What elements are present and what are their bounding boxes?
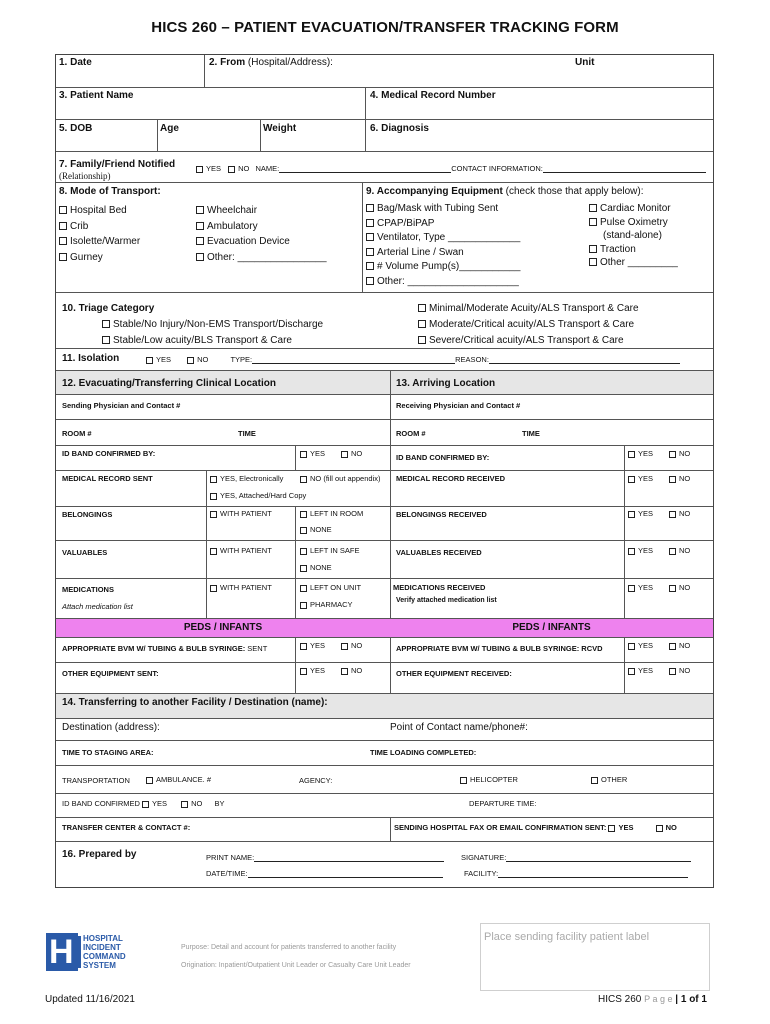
isolation-options[interactable]: YES NO TYPE: REASON:: [146, 355, 680, 364]
fax-confirmation[interactable]: SENDING HOSPITAL FAX OR EMAIL CONFIRMATION SENT: YES NO: [394, 823, 677, 832]
medications-with-patient[interactable]: WITH PATIENT: [210, 583, 272, 592]
equipment-option[interactable]: Pulse Oximetry: [589, 216, 678, 230]
patient-label-box[interactable]: Place sending facility patient label: [480, 923, 710, 991]
mr-received-yes-no[interactable]: YES NO: [628, 474, 690, 483]
departure-time: DEPARTURE TIME:: [469, 799, 537, 808]
signature-field[interactable]: SIGNATURE:: [461, 853, 691, 862]
diagnosis-label: 6. Diagnosis: [370, 123, 429, 134]
valuables-with-patient[interactable]: WITH PATIENT: [210, 546, 272, 555]
patient-name-label: 3. Patient Name: [59, 90, 134, 101]
transport-option[interactable]: Crib: [59, 219, 140, 235]
transport-option[interactable]: Hospital Bed: [59, 203, 140, 219]
id-band-confirmed-14[interactable]: ID BAND CONFIRMED YES NO BY: [62, 799, 225, 808]
belongings-received: BELONGINGS RECEIVED: [396, 510, 487, 519]
time-label-13: TIME: [522, 429, 540, 438]
bvm-sent-yes-no[interactable]: YES NO: [300, 641, 362, 650]
equipment-option[interactable]: Other _________: [589, 256, 678, 270]
equipment-option[interactable]: Bag/Mask with Tubing Sent: [366, 202, 520, 217]
medications-received: MEDICATIONS RECEIVED: [393, 583, 486, 592]
equipment-col2[interactable]: Cardiac Monitor Pulse Oximetry (stand-alone) Traction Other _________: [589, 202, 678, 270]
id-band-13-yes-no[interactable]: YES NO: [628, 449, 690, 458]
family-yes-checkbox[interactable]: [196, 166, 203, 173]
bvm-rcvd-yes-no[interactable]: YES NO: [628, 641, 690, 650]
belongings-received-yes-no[interactable]: YES NO: [628, 509, 690, 518]
belongings-with-patient[interactable]: WITH PATIENT: [210, 509, 272, 518]
isolation-label: 11. Isolation: [62, 353, 120, 364]
helicopter-option[interactable]: HELICOPTER: [460, 775, 518, 784]
unit-label: Unit: [575, 57, 595, 68]
equipment-option[interactable]: Arterial Line / Swan: [366, 246, 520, 261]
time-label-12: TIME: [238, 429, 256, 438]
page-number: HICS 260 P a g e | 1 of 1: [598, 994, 707, 1005]
equipment-option[interactable]: CPAP/BiPAP: [366, 217, 520, 232]
dob-label: 5. DOB: [59, 123, 93, 134]
attach-medication-list: Attach medication list: [62, 602, 133, 611]
belongings-left-room[interactable]: LEFT IN ROOM: [300, 509, 363, 518]
date-label: 1. Date: [59, 57, 92, 68]
origination-text: Origination: Inpatient/Outpatient Unit Leader or Casualty Care Unit Leader: [181, 962, 411, 969]
section-14-label: 14. Transferring to another Facility / Destination (name):: [62, 697, 328, 708]
other-equipment-received: OTHER EQUIPMENT RECEIVED:: [396, 669, 512, 678]
point-of-contact-label: Point of Contact name/phone#:: [390, 722, 528, 733]
section-13-label: 13. Arriving Location: [396, 378, 496, 389]
valuables-none[interactable]: NONE: [300, 563, 332, 572]
relationship-label: (Relationship): [59, 171, 111, 181]
time-loading-completed: TIME LOADING COMPLETED:: [370, 748, 477, 757]
triage-right[interactable]: [418, 301, 639, 349]
transport-option[interactable]: Ambulatory: [196, 219, 327, 235]
other-equipment-received-yes-no[interactable]: YES NO: [628, 666, 690, 675]
triage-left[interactable]: [102, 317, 323, 349]
valuables-left-safe[interactable]: LEFT IN SAFE: [300, 546, 359, 555]
age-label: Age: [160, 123, 179, 134]
equipment-option[interactable]: Cardiac Monitor: [589, 202, 678, 216]
verify-medication-list: Verify attached medication list: [396, 597, 497, 604]
updated-date: Updated 11/16/2021: [45, 994, 135, 1005]
section-12-label: 12. Evacuating/Transferring Clinical Location: [62, 378, 276, 389]
other-equipment-sent: OTHER EQUIPMENT SENT:: [62, 669, 159, 678]
transportation-label: TRANSPORTATION: [62, 776, 130, 785]
transport-option[interactable]: Other: ________________: [196, 250, 327, 266]
sending-physician-label: Sending Physician and Contact #: [62, 401, 181, 410]
valuables-received-yes-no[interactable]: YES NO: [628, 546, 690, 555]
weight-label: Weight: [263, 123, 297, 134]
id-band-12-yes-no[interactable]: YES NO: [300, 449, 362, 458]
time-to-staging: TIME TO STAGING AREA:: [62, 748, 154, 757]
medical-record-sent: MEDICAL RECORD SENT: [62, 474, 153, 483]
other-equipment-sent-yes-no[interactable]: YES NO: [300, 666, 362, 675]
from-label: 2. From (Hospital/Address):: [209, 57, 333, 68]
mr-no-appendix[interactable]: NO (fill out appendix): [300, 474, 380, 483]
transfer-center-contact: TRANSFER CENTER & CONTACT #:: [62, 823, 191, 832]
triage-label: 10. Triage Category: [62, 303, 155, 314]
room-label-13: ROOM #: [396, 429, 426, 438]
purpose-text: Purpose: Detail and account for patients transferred to another facility: [181, 944, 397, 951]
logo-letter: H: [49, 933, 74, 971]
family-no-checkbox[interactable]: [228, 166, 235, 173]
valuables-label: VALUABLES: [62, 548, 108, 557]
transport-option[interactable]: Evacuation Device: [196, 234, 327, 250]
transport-option[interactable]: Wheelchair: [196, 203, 327, 219]
valuables-received: VALUABLES RECEIVED: [396, 548, 482, 557]
datetime-field[interactable]: DATE/TIME:: [206, 869, 443, 878]
transport-col2[interactable]: [196, 203, 327, 265]
bvm-sent-label: APPROPRIATE BVM W/ TUBING & BULB SYRINGE: SENT: [62, 644, 268, 653]
id-band-12: ID BAND CONFIRMED BY:: [62, 449, 156, 458]
equipment-col1[interactable]: [366, 202, 520, 289]
agency-label: AGENCY:: [299, 776, 333, 785]
equipment-option[interactable]: Traction: [589, 243, 678, 257]
belongings-label: BELONGINGS: [62, 510, 113, 519]
peds-infants-12: PEDS / INFANTS: [183, 622, 263, 633]
medical-record-number-label: 4. Medical Record Number: [370, 90, 496, 101]
destination-address-label: Destination (address):: [62, 722, 160, 733]
bvm-rcvd-label: APPROPRIATE BVM W/ TUBING & BULB SYRINGE: RCVD: [396, 644, 603, 653]
triage-option[interactable]: Minimal/Moderate Acuity/ALS Transport & Care: [418, 301, 639, 317]
equipment-option[interactable]: Other: ____________________: [366, 275, 520, 290]
belongings-none[interactable]: NONE: [300, 525, 332, 534]
hics-logo: [46, 932, 138, 972]
medications-pharmacy[interactable]: PHARMACY: [300, 600, 353, 609]
facility-field[interactable]: FACILITY:: [464, 869, 688, 878]
peds-infants-13: PEDS / INFANTS: [512, 622, 591, 633]
triage-option[interactable]: Moderate/Critical acuity/ALS Transport & Care: [418, 317, 639, 333]
transport-option[interactable]: Gurney: [59, 250, 140, 266]
room-label-12: ROOM #: [62, 429, 92, 438]
receiving-physician-label: Receiving Physician and Contact #: [396, 401, 521, 410]
transport-option[interactable]: Isolette/Warmer: [59, 234, 140, 250]
transport-col1[interactable]: [59, 203, 140, 265]
evacuation-form: [55, 54, 714, 888]
mr-yes-attached[interactable]: YES, Attached/Hard Copy: [210, 491, 306, 500]
form-title: HICS 260 – PATIENT EVACUATION/TRANSFER TRACKING FORM: [151, 19, 619, 36]
family-yes-no[interactable]: YES NO NAME: CONTACT INFORMATION:: [196, 164, 706, 173]
equipment-option[interactable]: Ventilator, Type _____________: [366, 231, 520, 246]
prepared-by-label: 16. Prepared by: [62, 849, 137, 860]
logo-text: HOSPITAL INCIDENT COMMAND SYSTEM: [83, 934, 126, 970]
medical-record-received: MEDICAL RECORD RECEIVED: [396, 474, 506, 483]
triage-option[interactable]: Stable/No Injury/Non-EMS Transport/Discharge: [102, 317, 323, 333]
triage-option[interactable]: Stable/Low acuity/BLS Transport & Care: [102, 333, 323, 349]
print-name-field[interactable]: PRINT NAME:: [206, 853, 444, 862]
id-band-13: ID BAND CONFIRMED BY:: [396, 453, 490, 462]
ambulance-option[interactable]: AMBULANCE. #: [146, 775, 211, 784]
mode-of-transport-label: 8. Mode of Transport:: [59, 186, 161, 197]
medications-label: MEDICATIONS: [62, 585, 114, 594]
family-notified-label: 7. Family/Friend Notified: [59, 159, 176, 170]
other-transport-option[interactable]: OTHER: [591, 775, 627, 784]
accompanying-equipment-label: 9. Accompanying Equipment (check those that apply below):: [366, 186, 644, 197]
triage-option[interactable]: Severe/Critical acuity/ALS Transport & Care: [418, 333, 639, 349]
medications-received-yes-no[interactable]: YES NO: [628, 583, 690, 592]
mr-yes-electronic[interactable]: YES, Electronically: [210, 474, 283, 483]
equipment-option[interactable]: # Volume Pump(s)___________: [366, 260, 520, 275]
medications-left-unit[interactable]: LEFT ON UNIT: [300, 583, 361, 592]
